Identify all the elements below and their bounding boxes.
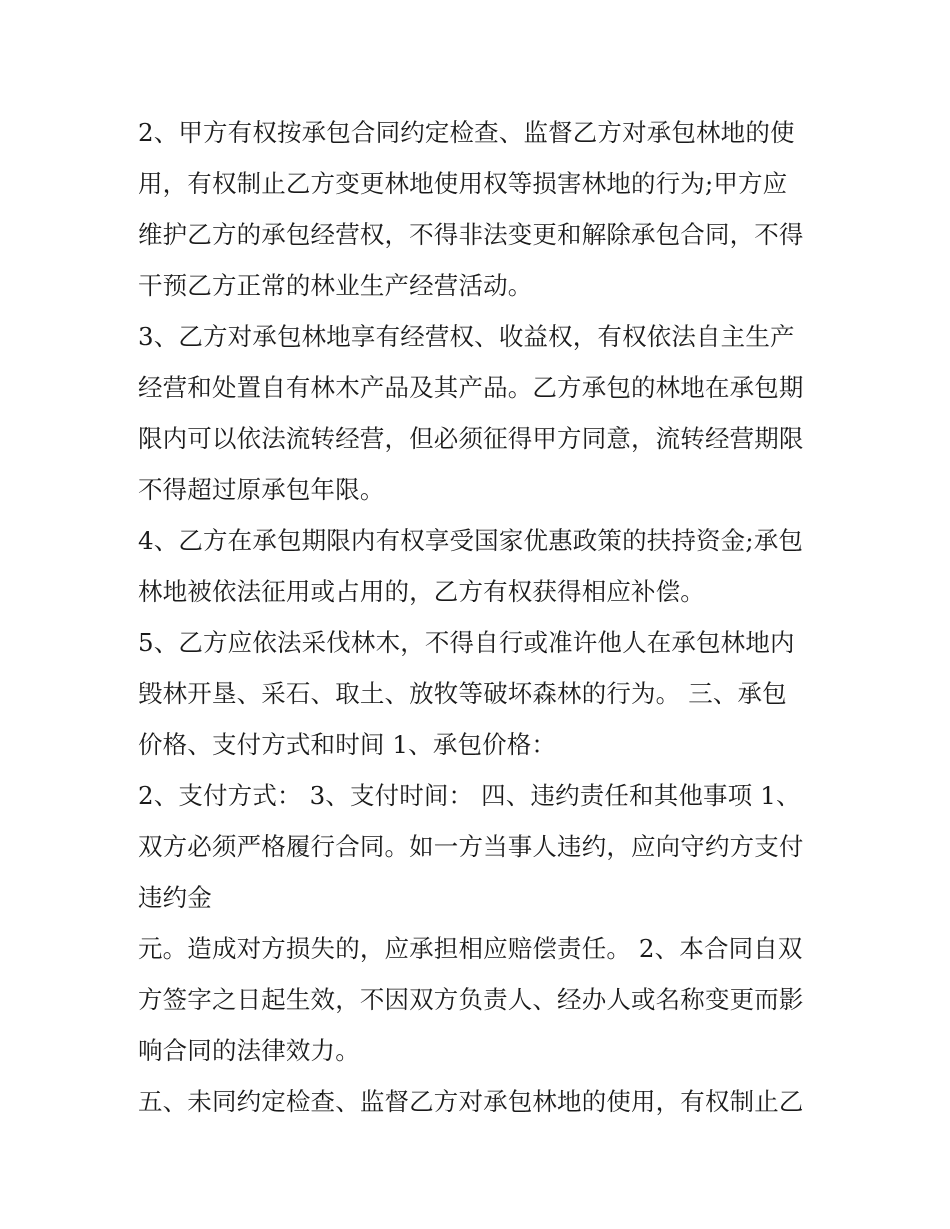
text-line: 价格、支付方式和时间 1、承包价格：	[138, 730, 557, 759]
text-line: 用，有权制止乙方变更林地使用权等损害林地的行为;甲方应	[138, 169, 788, 198]
text-line: 方签字之日起生效，不因双方负责人、经办人或名称变更而影	[138, 985, 804, 1014]
text-line: 3、乙方对承包林地享有经营权、收益权，有权依法自主生产	[138, 322, 795, 351]
text-line: 限内可以依法流转经营，但必须征得甲方同意，流转经营期限	[138, 424, 804, 453]
text-line: 维护乙方的承包经营权，不得非法变更和解除承包合同，不得	[138, 220, 804, 249]
text-line: 2、支付方式： 3、支付时间： 四、违约责任和其他事项 1、	[138, 781, 801, 810]
text-line: 不得超过原承包年限。	[138, 475, 385, 504]
text-line: 毁林开垦、采石、取土、放牧等破坏森林的行为。 三、承包	[138, 679, 787, 708]
text-line: 2、甲方有权按承包合同约定检查、监督乙方对承包林地的使	[138, 118, 795, 147]
text-line: 五、未同约定检查、监督乙方对承包林地的使用，有权制止乙	[138, 1087, 804, 1116]
document-body	[138, 107, 828, 1127]
text-line: 双方必须严格履行合同。如一方当事人违约，应向守约方支付	[138, 832, 804, 861]
text-line: 违约金	[138, 883, 212, 912]
text-line: 4、乙方在承包期限内有权享受国家优惠政策的扶持资金;承包	[138, 526, 804, 555]
text-line: 经营和处置自有林木产品及其产品。乙方承包的林地在承包期	[138, 373, 804, 402]
text-line: 5、乙方应依法采伐林木，不得自行或准许他人在承包林地内	[138, 628, 795, 657]
text-line: 林地被依法征用或占用的，乙方有权获得相应补偿。	[138, 577, 705, 606]
text-line: 元。造成对方损失的，应承担相应赔偿责任。 2、本合同自双	[138, 934, 803, 963]
text-line: 响合同的法律效力。	[138, 1036, 360, 1065]
text-line: 干预乙方正常的林业生产经营活动。	[138, 271, 533, 300]
